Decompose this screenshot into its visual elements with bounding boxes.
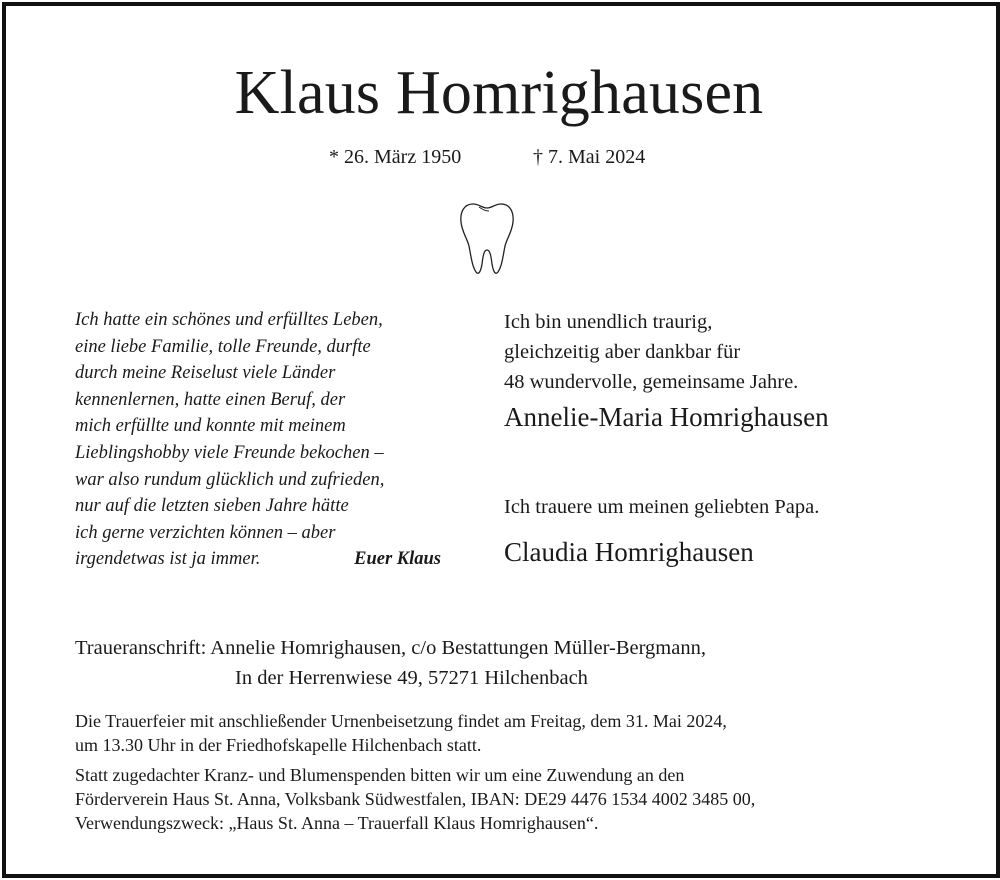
mourning-address-line-2: In der Herrenwiese 49, 57271 Hilchenbach [235,667,588,689]
birth-date: * 26. März 1950 [329,146,462,168]
poem-last-line [75,546,441,573]
poem-line: Ich hatte ein schönes und erfülltes Leben, [75,310,383,330]
wife-message-line: gleichzeitig aber dankbar für [504,341,741,363]
poem-line: irgendetwas ist ja immer. [75,549,261,570]
wife-message-line: Ich bin unendlich traurig, [504,311,713,333]
deceased-name: Klaus Homrighausen [234,59,764,127]
wife-message-line: 48 wundervolle, gemeinsame Jahre. [504,371,799,393]
poem-line: kennenlernen, hatte einen Beruf, der [75,389,346,410]
poem-line: Lieblingshobby viele Freunde bekochen – [75,442,384,463]
donation-line: Förderverein Haus St. Anna, Volksbank Südwestfalen, IBAN: DE29 4476 1534 4002 3485 00, [75,789,756,809]
ceremony-info [75,709,727,757]
poem-line: eine liebe Familie, tolle Freunde, durfte [75,336,371,357]
ceremony-line: um 13.30 Uhr in der Friedhofskapelle Hilchenbach statt. [75,735,482,755]
mourning-address-line-1: Traueranschrift: Annelie Homrighausen, c/o Bestattungen Müller-Bergmann, [75,637,706,659]
poem-line: mich erfüllte und konnte mit meinem [75,416,346,437]
donation-info [75,763,755,835]
daughter-name: Claudia Homrighausen [504,537,754,567]
wife-name: Annelie-Maria Homrighausen [504,402,829,432]
tooth-icon [459,200,515,276]
donation-line: Statt zugedachter Kranz- und Blumenspenden bitten wir um eine Zuwendung an den [75,765,685,785]
poem-line: durch meine Reiselust viele Länder [75,363,336,384]
ceremony-line: Die Trauerfeier mit anschließender Urnenbeisetzung findet am Freitag, dem 31. Mai 2024, [75,711,727,731]
farewell-poem [75,307,441,573]
poem-line: nur auf die letzten sieben Jahre hätte [75,496,349,517]
poem-line: war also rundum glücklich und zufrieden, [75,469,385,490]
death-date: † 7. Mai 2024 [533,146,646,168]
wife-message [504,307,798,397]
poem-signature: Euer Klaus [354,549,441,570]
donation-line: Verwendungszweck: „Haus St. Anna – Trauerfall Klaus Homrighausen“. [75,813,599,833]
poem-line: ich gerne verzichten können – aber [75,522,336,543]
daughter-message: Ich trauere um meinen geliebten Papa. [504,496,820,518]
